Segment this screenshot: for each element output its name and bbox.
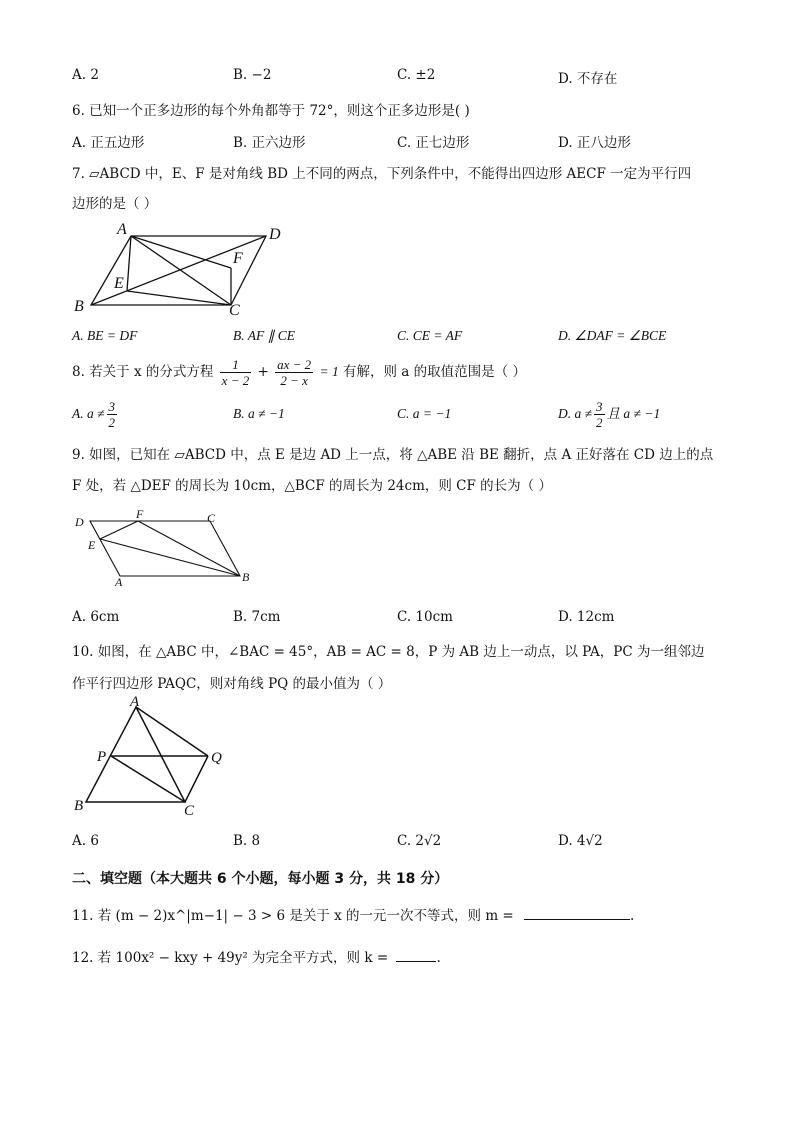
q11-answer-blank[interactable] [524, 907, 630, 920]
q5-option-b: B. −2 [233, 67, 272, 83]
q7-label-d: D [269, 226, 281, 243]
q12-end: . [436, 950, 441, 966]
q9-label-f: F [136, 507, 144, 521]
q7-option-c: C. CE = AF [397, 328, 463, 343]
q9-option-b: B. 7cm [233, 609, 281, 625]
q10-label-c: C [184, 803, 195, 819]
q11-end: . [630, 908, 635, 924]
q10-label-b: B [74, 798, 84, 814]
q7-figure [70, 220, 300, 320]
q8-fraction-1: $\frac{1}{x - 2}$ [221, 357, 250, 388]
q8-stem [72, 355, 526, 389]
q7-option-b: B. AF ∥ CE [233, 328, 295, 343]
q5-option-d: D. 不存在 [558, 71, 618, 87]
q7-label-f: F [233, 250, 243, 267]
q9-label-b: B [242, 570, 250, 584]
q10-label-q: Q [211, 750, 222, 766]
q9-option-a: A. 6cm [72, 609, 120, 625]
q10-stem-line1: 10. 如图，在 △ABC 中，∠BAC = 45°，AB = AC = 8，P 为 AB 边上一动点，以 PA，PC 为一组邻边 [72, 644, 705, 660]
q6-option-a: A. 正五边形 [72, 135, 145, 151]
q9-option-d: D. 12cm [558, 609, 615, 625]
q7-stem-line2: 边形的是（ ） [72, 196, 158, 212]
q10-label-p: P [97, 749, 107, 765]
q8-stem-suffix: 有解，则 a 的取值范围是（ ） [343, 364, 526, 380]
q10-label-a: A [130, 694, 140, 710]
q8-plus: + [257, 364, 269, 380]
q10-figure [70, 695, 240, 820]
q9-label-c: C [207, 511, 216, 525]
q7-label-e: E [114, 275, 124, 292]
q12-answer-blank[interactable] [396, 949, 436, 962]
q10-stem-line2: 作平行四边形 PAQC，则对角线 PQ 的最小值为（ ） [72, 676, 392, 692]
q6-stem: 6. 已知一个正多边形的每个外角都等于 72°，则这个正多边形是( ) [72, 103, 470, 119]
q8-option-d: D. a ≠ $\frac{3}{2}$ 且 a ≠ −1 [558, 399, 661, 431]
q9-figure [70, 505, 270, 595]
q9-label-e: E [88, 538, 96, 552]
q8-option-a: A. a ≠ $\frac{3}{2}$ [72, 399, 116, 431]
q8-option-b: B. a ≠ −1 [233, 406, 285, 421]
q7-option-a: A. BE = DF [72, 328, 138, 343]
q12-line [72, 946, 441, 966]
q10-option-a: A. 6 [72, 833, 99, 849]
q9-stem-line2: F 处，若 △DEF 的周长为 10cm，△BCF 的周长为 24cm，则 CF 的长为（ ） [72, 478, 552, 494]
q8-option-c: C. a = −1 [397, 406, 452, 421]
section-2-title: 二、填空题（本大题共 6 个小题，每小题 3 分，共 18 分） [72, 871, 449, 887]
q9-stem-line1: 9. 如图，已知在 ▱ABCD 中，点 E 是边 AD 上一点，将 △ABE 沿 BE 翻折，点 A 正好落在 CD 边上的点 [72, 447, 714, 463]
q10-option-c: C. 2√2 [397, 833, 442, 849]
q11-line [72, 904, 634, 924]
q9-label-d: D [75, 515, 84, 529]
q7-option-d: D. ∠DAF = ∠BCE [558, 328, 667, 343]
q8-stem-prefix: 8. 若关于 x 的分式方程 [72, 364, 214, 380]
q7-label-a: A [117, 221, 127, 238]
q10-option-d: D. 4√2 [558, 833, 603, 849]
q9-option-c: C. 10cm [397, 609, 453, 625]
q6-option-b: B. 正六边形 [233, 135, 306, 151]
q7-label-c: C [229, 302, 240, 319]
q12-stem: 12. 若 100x² − kxy + 49y² 为完全平方式，则 k = [72, 950, 389, 966]
q5-option-c: C. ±2 [397, 67, 436, 83]
q11-stem: 11. 若 (m − 2)x^|m−1| − 3 > 6 是关于 x 的一元一次不等式，则 m = [72, 908, 514, 924]
q10-option-b: B. 8 [233, 833, 261, 849]
q6-option-d: D. 正八边形 [558, 135, 631, 151]
q8-fraction-2: $\frac{ax - 2}{2 - x}$ [277, 357, 312, 388]
q8-equals-one: = 1 [319, 364, 339, 379]
q5-option-a: A. 2 [72, 67, 99, 83]
q9-label-a: A [115, 575, 123, 589]
q6-option-c: C. 正七边形 [397, 135, 470, 151]
q7-label-b: B [74, 298, 84, 315]
q7-stem-line1: 7. ▱ABCD 中，E、F 是对角线 BD 上不同的两点，下列条件中，不能得出四边形 AECF 一定为平行四 [72, 166, 692, 182]
